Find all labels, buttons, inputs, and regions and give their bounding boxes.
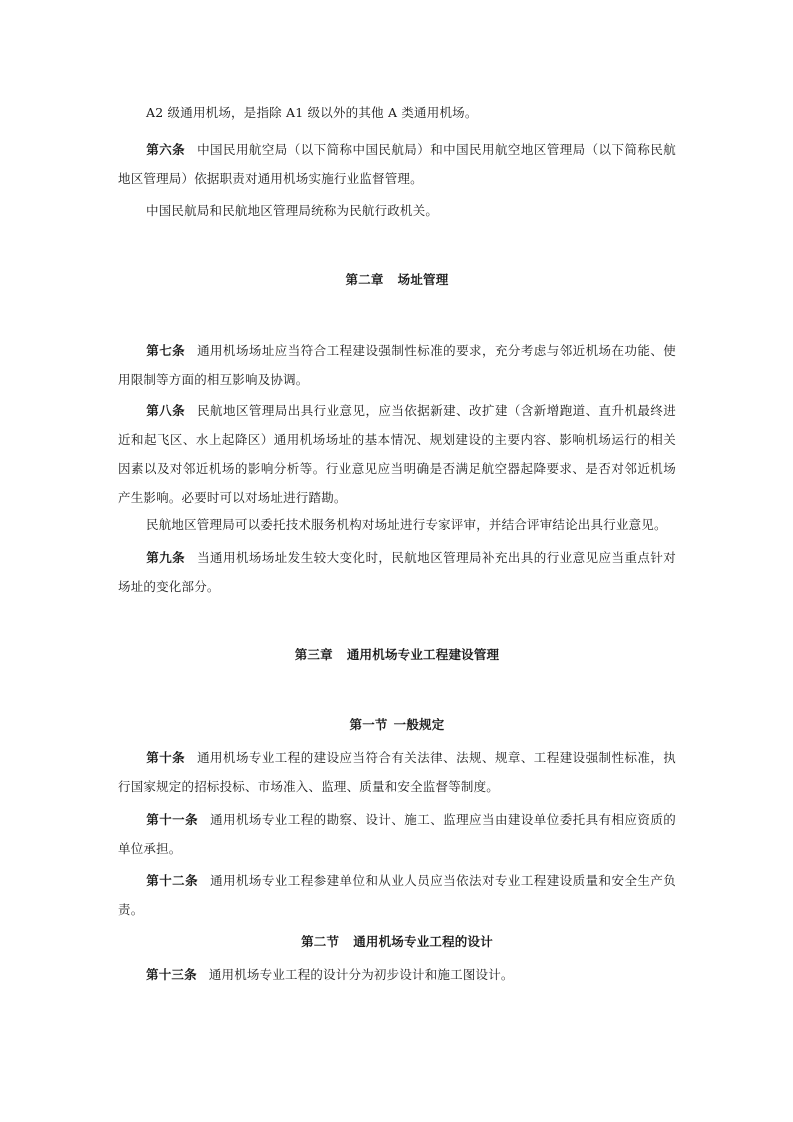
paragraph-text: 中国民航局和民航地区管理局统称为民航行政机关。 [146, 203, 439, 218]
chapter-number: 第三章 [294, 647, 333, 662]
paragraph [118, 510, 676, 539]
paragraph [118, 196, 676, 225]
article-label: 第十一条 [146, 812, 199, 827]
article-13 [118, 960, 676, 989]
chapter-heading [118, 265, 676, 294]
article-text: 通用机场专业工程的建设应当符合有关法律、法规、规章、工程建设强制性标准，执行国家规定的招标投标、市场准入、监理、质量和安全监督等制度。 [118, 750, 676, 794]
article-label: 第十三条 [146, 967, 197, 982]
article-9 [118, 543, 676, 601]
chapter-title: 通用机场专业工程建设管理 [346, 647, 500, 662]
article-8 [118, 396, 676, 512]
section-heading [118, 927, 676, 956]
section-title: 一般规定 [393, 717, 445, 732]
article-text: 通用机场场址应当符合工程建设强制性标准的要求，充分考虑与邻近机场在功能、使用限制等方面的相互影响及协调。 [118, 343, 676, 387]
article-label: 第十条 [146, 750, 186, 765]
chapter-title: 场址管理 [397, 272, 449, 287]
article-7 [118, 336, 676, 394]
article-label: 第七条 [146, 343, 186, 358]
paragraph-text: A2 级通用机场，是指除 A1 级以外的其他 A 类通用机场。 [146, 105, 478, 120]
article-text: 通用机场专业工程的设计分为初步设计和施工图设计。 [208, 967, 514, 982]
paragraph [118, 98, 676, 127]
article-label: 第十二条 [146, 873, 199, 888]
article-12 [118, 866, 676, 924]
article-label: 第九条 [146, 550, 186, 565]
article-text: 通用机场专业工程的勘察、设计、施工、监理应当由建设单位委托具有相应资质的单位承担。 [118, 812, 677, 856]
paragraph-text: 民航地区管理局可以委托技术服务机构对场址进行专家评审，并结合评审结论出具行业意见。 [146, 517, 667, 532]
section-number: 第一节 [349, 717, 388, 732]
article-text: 民航地区管理局出具行业意见，应当依据新建、改扩建（含新增跑道、直升机最终进近和起飞区、水上起降区）通用机场场址的基本情况、规划建设的主要内容、影响机场运行的相关因素以及对邻近机场的影响分析等。行业意见应当明确是否满足航空器起降要求、是否对邻近机场产生影响。必要时可以对场址进行踏勘。 [118, 403, 676, 505]
article-10 [118, 743, 676, 801]
article-text: 中国民用航空局（以下简称中国民航局）和中国民用航空地区管理局（以下简称民航地区管理局）依据职责对通用机场实施行业监督管理。 [118, 142, 676, 186]
chapter-heading [118, 640, 676, 669]
article-label: 第六条 [146, 142, 186, 157]
article-6 [118, 135, 676, 193]
section-title: 通用机场专业工程的设计 [353, 934, 493, 949]
article-11 [118, 805, 676, 863]
section-number: 第二节 [301, 934, 340, 949]
section-heading [118, 710, 676, 739]
article-text: 通用机场专业工程参建单位和从业人员应当依法对专业工程建设质量和安全生产负责。 [118, 873, 677, 917]
article-text: 当通用机场场址发生较大变化时，民航地区管理局补充出具的行业意见应当重点针对场址的变化部分。 [118, 550, 676, 594]
article-label: 第八条 [146, 403, 186, 418]
chapter-number: 第二章 [345, 272, 384, 287]
